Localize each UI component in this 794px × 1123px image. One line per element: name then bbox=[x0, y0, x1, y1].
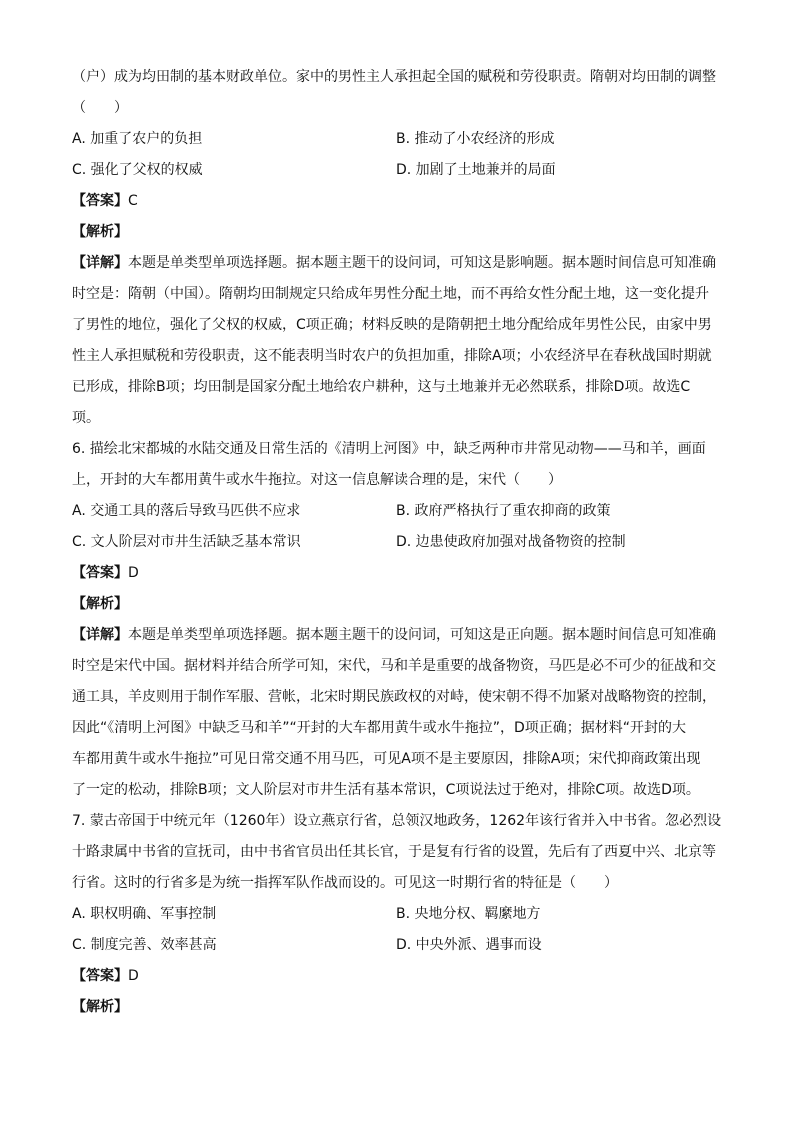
question-stem-line: 行省。这时的行省多是为统一指挥军队作战而设的。可见这一时期行省的特征是（ ） bbox=[72, 875, 618, 891]
answer-line bbox=[72, 558, 722, 589]
option-b: B. 推动了小农经济的形成 bbox=[396, 131, 555, 147]
question-7 bbox=[72, 806, 722, 1023]
answer-line bbox=[72, 186, 722, 217]
answer-label: 【答案】 bbox=[72, 193, 128, 209]
detail-line: 了一定的松动，排除B项；文人阶层对市井生活有基本常识，C项说法过于绝对，排除C项。故选D项。 bbox=[72, 782, 700, 798]
detail-line: 性主人承担赋税和劳役职责，这不能表明当时农户的负担加重，排除A项；小农经济早在春秋战国时期就 bbox=[72, 348, 712, 364]
question-stem-line: （ ） bbox=[72, 100, 128, 116]
option-a: A. 职权明确、军事控制 bbox=[72, 906, 217, 922]
answer-label: 【答案】 bbox=[72, 565, 128, 581]
analysis-label: 【解析】 bbox=[72, 999, 128, 1015]
detail-text: 本题是单类型单项选择题。据本题主题干的设问词，可知这是影响题。据本题时间信息可知准确 bbox=[128, 255, 716, 271]
options-row bbox=[72, 930, 722, 961]
question-stem-line: 6. 描绘北宋都城的水陆交通及日常生活的《清明上河图》中，缺乏两种市井常见动物——马和羊，画面 bbox=[72, 441, 706, 457]
options-row bbox=[72, 527, 722, 558]
question-stem-line: 十路隶属中书省的宣抚司，由中书省官员出任其长官，于是复有行省的设置，先后有了西夏中兴、北京等 bbox=[72, 844, 716, 860]
document-page bbox=[72, 62, 722, 1023]
options-row bbox=[72, 155, 722, 186]
detail-line: 车都用黄牛或水牛拖拉”可见日常交通不用马匹，可见A项不是主要原因，排除A项；宋代抑商政策出现 bbox=[72, 751, 701, 767]
option-b: B. 央地分权、羁縻地方 bbox=[396, 906, 541, 922]
question-stem-line: （户）成为均田制的基本财政单位。家中的男性主人承担起全国的赋税和劳役职责。隋朝对均田制的调整 bbox=[72, 69, 716, 85]
question-6 bbox=[72, 434, 722, 806]
option-c: C. 制度完善、效率甚高 bbox=[72, 937, 217, 953]
detail-line: 已形成，排除B项；均田制是国家分配土地给农户耕种，这与土地兼并无必然联系，排除D项。故选C bbox=[72, 379, 691, 395]
option-d: D. 中央外派、遇事而设 bbox=[396, 937, 542, 953]
detail-line: 通工具，羊皮则用于制作军服、营帐，北宋时期民族政权的对峙，使宋朝不得不加紧对战略物资的控制， bbox=[72, 689, 716, 705]
detail-line bbox=[72, 620, 722, 651]
detail-line: 时空是：隋朝（中国）。隋朝均田制规定只给成年男性分配土地，而不再给女性分配土地，这一变化提升 bbox=[72, 286, 709, 302]
detail-line: 因此“《清明上河图》中缺乏马和羊”“开封的大车都用黄牛或水牛拖拉”，D项正确；据材料“开封的大 bbox=[72, 720, 687, 736]
option-d: D. 加剧了土地兼并的局面 bbox=[396, 162, 556, 178]
option-c: C. 文人阶层对市井生活缺乏基本常识 bbox=[72, 534, 301, 550]
answer-value: D bbox=[128, 968, 139, 984]
question-5 bbox=[72, 62, 722, 434]
answer-label: 【答案】 bbox=[72, 968, 128, 984]
option-b: B. 政府严格执行了重农抑商的政策 bbox=[396, 503, 611, 519]
detail-line bbox=[72, 248, 722, 279]
options-row bbox=[72, 899, 722, 930]
options-row bbox=[72, 496, 722, 527]
option-a: A. 加重了农户的负担 bbox=[72, 131, 203, 147]
answer-value: C bbox=[128, 193, 138, 209]
detail-line: 项。 bbox=[72, 410, 100, 426]
option-d: D. 边患使政府加强对战备物资的控制 bbox=[396, 534, 626, 550]
question-stem-line: 7. 蒙古帝国于中统元年（1260年）设立燕京行省，总领汉地政务，1262年该行省并入中书省。忽必烈设 bbox=[72, 813, 722, 829]
analysis-label: 【解析】 bbox=[72, 224, 128, 240]
analysis-label: 【解析】 bbox=[72, 596, 128, 612]
question-stem-line: 上，开封的大车都用黄牛或水牛拖拉。对这一信息解读合理的是，宋代（ ） bbox=[72, 472, 562, 488]
answer-value: D bbox=[128, 565, 139, 581]
options-row bbox=[72, 124, 722, 155]
detail-label: 【详解】 bbox=[72, 255, 128, 271]
option-c: C. 强化了父权的权威 bbox=[72, 162, 203, 178]
detail-text: 本题是单类型单项选择题。据本题主题干的设问词，可知这是正向题。据本题时间信息可知准确 bbox=[128, 627, 716, 643]
detail-label: 【详解】 bbox=[72, 627, 128, 643]
option-a: A. 交通工具的落后导致马匹供不应求 bbox=[72, 503, 301, 519]
answer-line bbox=[72, 961, 722, 992]
detail-line: 了男性的地位，强化了父权的权威，C项正确；材料反映的是隋朝把土地分配给成年男性公民，由家中男 bbox=[72, 317, 712, 333]
detail-line: 时空是宋代中国。据材料并结合所学可知，宋代，马和羊是重要的战备物资，马匹是必不可少的征战和交 bbox=[72, 658, 716, 674]
